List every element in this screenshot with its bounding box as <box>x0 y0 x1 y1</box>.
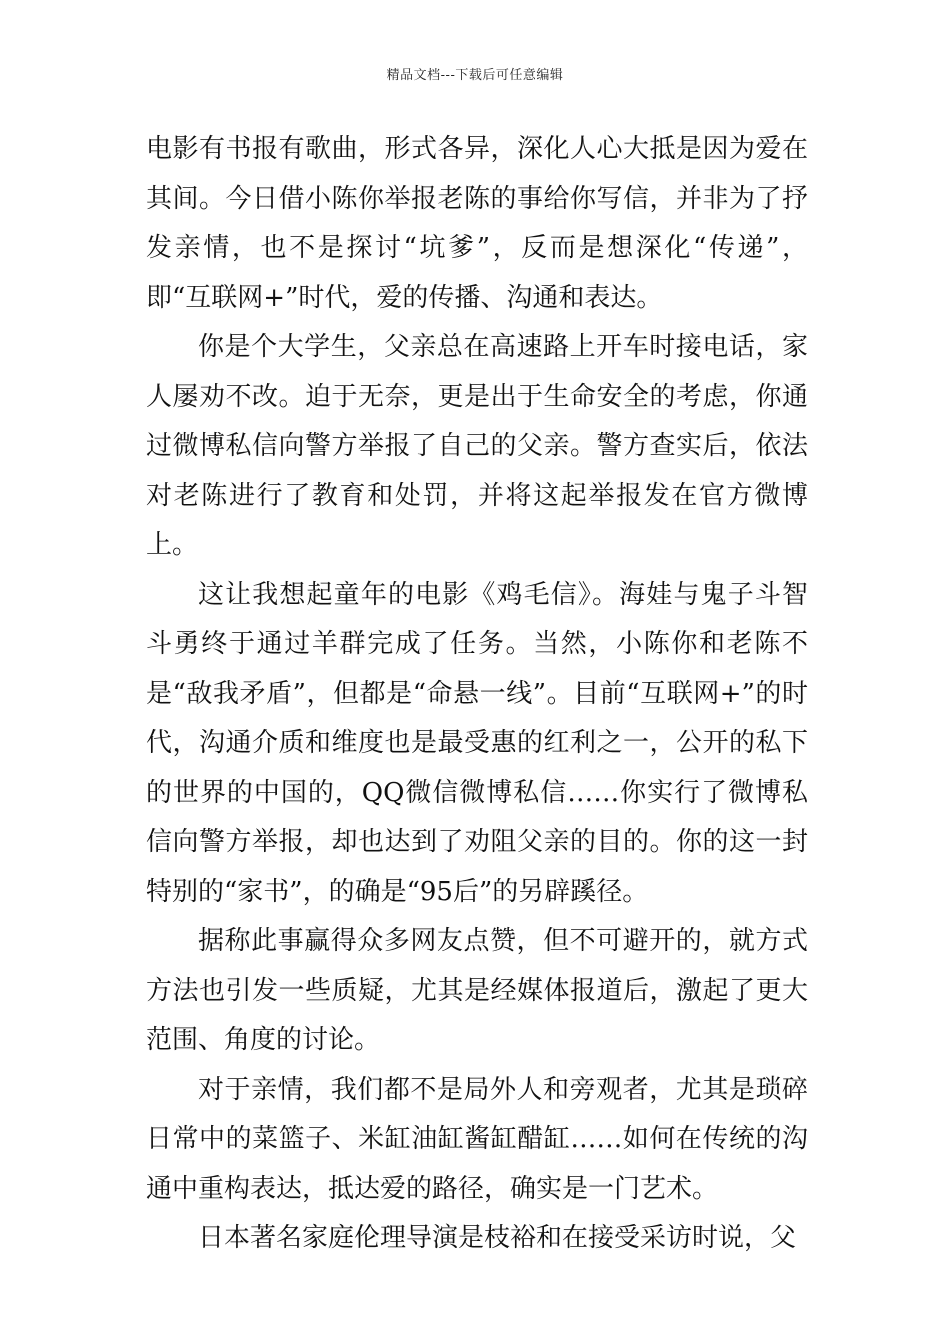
paragraph: 对于亲情，我们都不是局外人和旁观者，尤其是琐碎日常中的菜篮子、米缸油缸酱缸醋缸……如何在传统的沟通中重构表达，抵达爱的路径，确实是一门艺术。 <box>146 1074 808 1204</box>
article-body <box>146 125 808 1264</box>
paragraph: 电影有书报有歌曲，形式各异，深化人心大抵是因为爱在其间。今日借小陈你举报老陈的事给你写信，并非为了抒发亲情，也不是探讨“坑爹”，反而是想深化“传递”，即“互联网+”时代，爱的传播、沟通和表达。 <box>146 134 808 313</box>
paragraph: 这让我想起童年的电影《鸡毛信》。海娃与鬼子斗智斗勇终于通过羊群完成了任务。当然，小陈你和老陈不是“敌我矛盾”，但都是“命悬一线”。目前“互联网+”的时代，沟通介质和维度也是最受惠的红利之一，公开的私下的世界的中国的，QQ微信微博私信……你实行了微博私信向警方举报，却也达到了劝阻父亲的目的。你的这一封特别的“家书”，的确是“95后”的另辟蹊径。 <box>146 579 808 907</box>
paragraph: 你是个大学生，父亲总在高速路上开车时接电话，家人屡劝不改。迫于无奈，更是出于生命安全的考虑，你通过微博私信向警方举报了自己的父亲。警方查实后，依法对老陈进行了教育和处罚，并将这起举报发在官方微博上。 <box>146 332 808 560</box>
page-header: 精品文档---下载后可任意编辑 <box>386 68 564 83</box>
paragraph: 据称此事赢得众多网友点赞，但不可避开的，就方式方法也引发一些质疑，尤其是经媒体报道后，激起了更大范围、角度的讨论。 <box>146 926 808 1055</box>
paragraph: 日本著名家庭伦理导演是枝裕和在接受采访时说，父 <box>198 1223 797 1253</box>
